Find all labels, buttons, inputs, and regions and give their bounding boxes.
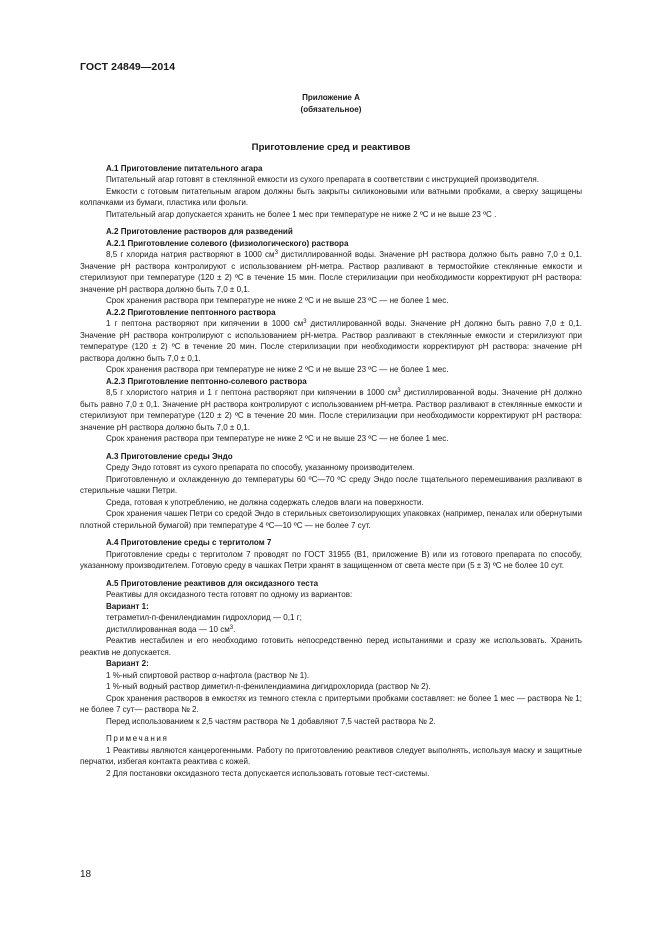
section-a2-heading: А.2 Приготовление растворов для разведений xyxy=(106,227,293,236)
annex-label: Приложение А xyxy=(302,93,360,102)
paragraph: Среду Эндо готовят из сухого препарата по способу, указанному производителем. xyxy=(106,463,415,472)
paragraph: Емкости с готовым питательным агаром должны быть закрыты силиконовыми или ватными пробками, а сверху защищены колпачками из бумаги, пластика или фольги. xyxy=(80,186,582,207)
paragraph: Срок хранения раствора при температуре не ниже 2 ºС и не выше 23 ºС — не более 1 мес. xyxy=(106,296,449,305)
paragraph: Реактивы для оксидазного теста готовят по одному из вариантов: xyxy=(106,590,353,599)
variant-1-label: Вариант 1: xyxy=(106,601,149,611)
section-a3-heading: А.3 Приготовление среды Эндо xyxy=(106,451,233,461)
paragraph: Срок хранения раствора при температуре не ниже 2 ºС и не выше 23 ºС — не более 1 мес. xyxy=(106,365,449,374)
paragraph: Среда, готовая к употреблению, не должна содержать следов влаги на поверхности. xyxy=(106,497,424,507)
paragraph: 1 %-ный спиртовой раствор α-нафтола (раствор № 1). xyxy=(106,670,310,680)
paragraph: 1 %-ный водный раствор диметил-п-фенилендиамина дигидрохлорида (раствор № 2). xyxy=(106,682,431,691)
notes-label: Примечания xyxy=(106,734,169,743)
paragraph: Срок хранения чашек Петри со средой Эндо в стерильных светоизолирующих упаковках (например, пеналах или обернутыми плотной стерильной бумагой) при температуре 4 ºС—10 ºС — не более 7 сут. xyxy=(80,509,582,530)
section-a22-heading: А.2.2 Приготовление пептонного раствора xyxy=(106,307,276,317)
paragraph: 8,5 г хлористого натрия и 1 г пептона растворяют при кипячении в 1000 $см^3$ дистиллированной воды. Значение pH должно быть равно 7,0 ± 0,1. Значение pH раствора контролируют с использованием pH-метра. Раствор разливают в стеклянные емкости и стерилизуют при температуре (120 ± 2) ºС в течение 20 мин. После стерилизации при необходимости корректируют pH раствора: значение pH раствора должно быть 7,0 ± 0,1. xyxy=(80,388,582,432)
page-number: 18 xyxy=(80,869,92,880)
paragraph: Срок хранения раствора при температуре не ниже 2 ºС и не выше 23 ºС — не более 1 мес. xyxy=(106,434,449,443)
document-id: ГОСТ 24849—2014 xyxy=(80,61,176,73)
paragraph: Перед использованием к 2,5 частям раствора № 1 добавляют 7,5 частей раствора № 2. xyxy=(106,716,436,726)
document-body xyxy=(80,92,582,779)
paragraph: 1 г пептона растворяют при кипячении в 1000 $см^3$ дистиллированной воды. Значение pH должно быть равно 7,0 ± 0,1. Значение pH раствора контролируют с использованием pH-метра. Раствор разливают в стеклянные емкости и стерилизуют при температуре (120 ± 2) ºС в течение 20 мин. После стерилизации при необходимости корректируют pH раствора: значение pH раствора должно быть 7,0 ± 0,1. xyxy=(80,319,582,363)
paragraph: дистиллированная вода — 10 $см^3$. xyxy=(106,624,236,634)
annex-status: (обязательное) xyxy=(300,104,362,114)
paragraph: Приготовление среды с тергитолом 7 проводят по ГОСТ 31955 (В1, приложение В) или из готового препарата по способу, указанному производителем. Готовую среду в чашках Петри хранят в защищенном от света месте при (5 ± 3) ºС не более 10 сут. xyxy=(80,549,582,570)
note: 1 Реактивы являются канцерогенными. Работу по приготовлению реактивов следует выполнять, используя маску и защитные перчатки, избегая контакта реактива с кожей. xyxy=(80,745,582,766)
annex-title: Приготовление сред и реактивов xyxy=(251,142,411,153)
paragraph: Срок хранения растворов в емкостях из темного стекла с притертыми пробками составляет: не более 1 мес — раствора № 1; не более 7 сут— раствора № 2. xyxy=(80,693,582,714)
paragraph: Питательный агар допускается хранить не более 1 мес при температуре не ниже 2 ºС и не выше 23 ºС . xyxy=(106,209,497,219)
paragraph: тетраметил-п-фенилендиамин гидрохлорид — 0,1 г; xyxy=(106,613,302,622)
note: 2 Для постановки оксидазного теста допускается использовать готовые тест-системы. xyxy=(106,768,430,778)
paragraph: Приготовленную и охлажденную до температуры 60 ºС—70 ºС среду Эндо после тщательного перемешивания разливают в стерильные чашки Петри. xyxy=(80,474,582,495)
section-a5-heading: А.5 Приготовление реактивов для оксидазного теста xyxy=(106,578,319,588)
paragraph: Питательный агар готовят в стеклянной емкости из сухого препарата в соответствии с инструкцией производителя. xyxy=(106,175,539,184)
section-a4-heading: А.4 Приготовление среды с тергитолом 7 xyxy=(106,538,272,547)
paragraph: Реактив нестабилен и его необходимо готовить непосредственно перед испытаниями и сразу же использовать. Хранить реактив не допускается. xyxy=(80,636,582,657)
section-a1-heading: А.1 Приготовление питательного агара xyxy=(106,163,263,173)
section-a21-heading: А.2.1 Приготовление солевого (физиологического) раствора xyxy=(106,238,349,248)
variant-2-label: Вариант 2: xyxy=(106,659,149,668)
paragraph: 8,5 г хлорида натрия растворяют в 1000 $см^3$ дистиллированной воды. Значение pH раствора должно быть равно 7,0 ± 0,1. Значение pH раствора контролируют с использованием pH-метра. Раствор разливают в термостойкие стеклянные емкости и стерилизуют при температуре (120 ± 2) ºС в течение 15 мин. После стерилизации при необходимости корректируют pH раствора: значение pH раствора должно быть 7,0 ± 0,1. xyxy=(80,250,582,294)
section-a23-heading: А.2.3 Приготовление пептонно-солевого раствора xyxy=(106,376,307,386)
